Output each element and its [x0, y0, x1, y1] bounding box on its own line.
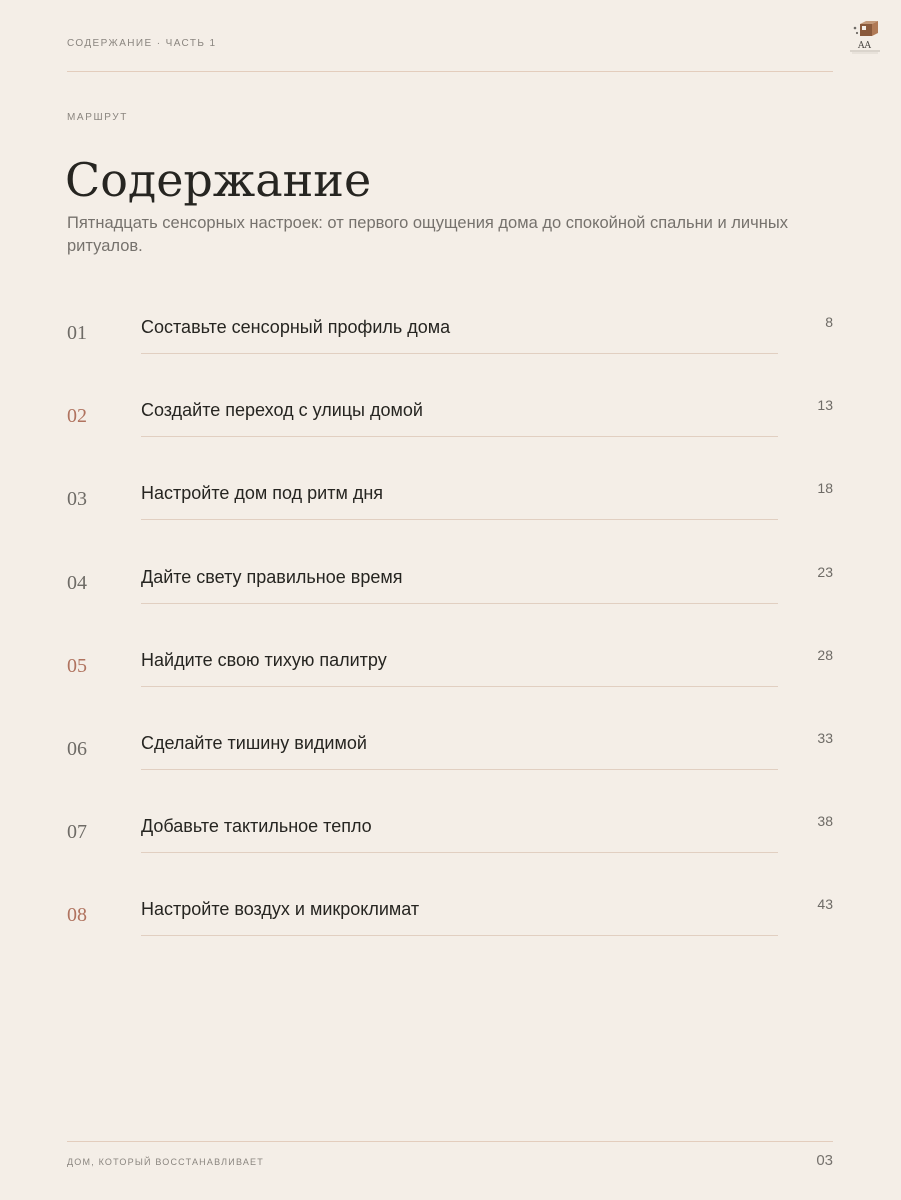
toc-entry-divider	[141, 436, 778, 437]
toc-entry-title: Создайте переход с улицы домой	[141, 400, 423, 421]
toc-entry-number: 01	[67, 322, 87, 344]
footer-divider	[67, 1141, 833, 1142]
logo-dot	[854, 27, 857, 30]
toc-entry[interactable]	[0, 732, 901, 792]
toc-entry-title: Настройте воздух и микроклимат	[141, 899, 420, 920]
toc-entry-title: Сделайте тишину видимой	[141, 733, 367, 753]
logo-window	[862, 26, 866, 30]
section-label: СОДЕРЖАНИЕ · ЧАСТЬ 1	[67, 38, 217, 49]
toc-entry-page: 43	[817, 896, 833, 913]
toc-entry-divider	[141, 603, 778, 604]
logo-monogram: AA	[858, 41, 871, 51]
page-title: Содержание	[65, 153, 372, 207]
toc-entry-number: 05	[67, 654, 87, 677]
toc-entry-page: 8	[825, 314, 833, 330]
toc-entry-number: 04	[67, 571, 87, 594]
toc-entry-page: 13	[817, 397, 833, 414]
toc-entry[interactable]	[0, 646, 901, 709]
toc-entry-page: 23	[817, 563, 833, 580]
eyebrow-label: МАРШРУТ	[67, 112, 128, 123]
footer-label: ДОМ, КОТОРЫЙ ВОССТАНАВЛИВАЕТ	[67, 1157, 264, 1167]
toc-entry-page: 28	[817, 646, 833, 663]
toc-entry[interactable]	[0, 898, 901, 958]
toc-entry[interactable]	[0, 316, 901, 376]
toc-entry-title: Добавьте тактильное тепло	[141, 816, 372, 837]
toc-entry[interactable]	[0, 563, 901, 626]
toc-entry-number: 06	[67, 738, 87, 760]
toc-entry-title: Дайте свету правильное время	[141, 566, 403, 587]
header-divider	[67, 71, 833, 72]
toc-entry-title: Настройте дом под ритм дня	[141, 483, 384, 504]
toc-entry[interactable]	[0, 482, 901, 542]
toc-entry-title: Составьте сенсорный профиль дома	[141, 317, 451, 337]
toc-entry-number: 08	[67, 904, 87, 927]
toc-entry-divider	[141, 686, 778, 687]
page-subtitle: Пятнадцать сенсорных настроек: от первого ощущения дома до спокойной спальни и личных ритуалов.	[67, 214, 788, 255]
toc-entry-number: 02	[67, 405, 87, 428]
toc-entry-divider	[141, 353, 778, 354]
toc-entry-title: Найдите свою тихую палитру	[141, 649, 387, 670]
toc-entry-number: 07	[67, 821, 87, 844]
toc-entry-page: 33	[817, 730, 833, 746]
footer-page-number: 03	[816, 1152, 833, 1169]
toc-entry[interactable]	[0, 399, 901, 459]
toc-entry-page: 18	[817, 480, 833, 497]
toc-entry-number: 03	[67, 488, 87, 511]
toc-entry-divider	[141, 852, 778, 853]
toc-entry-divider	[141, 519, 778, 520]
logo-dot	[856, 32, 858, 34]
toc-entry-page: 38	[817, 813, 833, 830]
toc-entry[interactable]	[0, 815, 901, 875]
house-logo-icon	[846, 20, 882, 56]
toc-entry-divider	[141, 935, 778, 936]
toc-entry-divider	[141, 769, 778, 770]
